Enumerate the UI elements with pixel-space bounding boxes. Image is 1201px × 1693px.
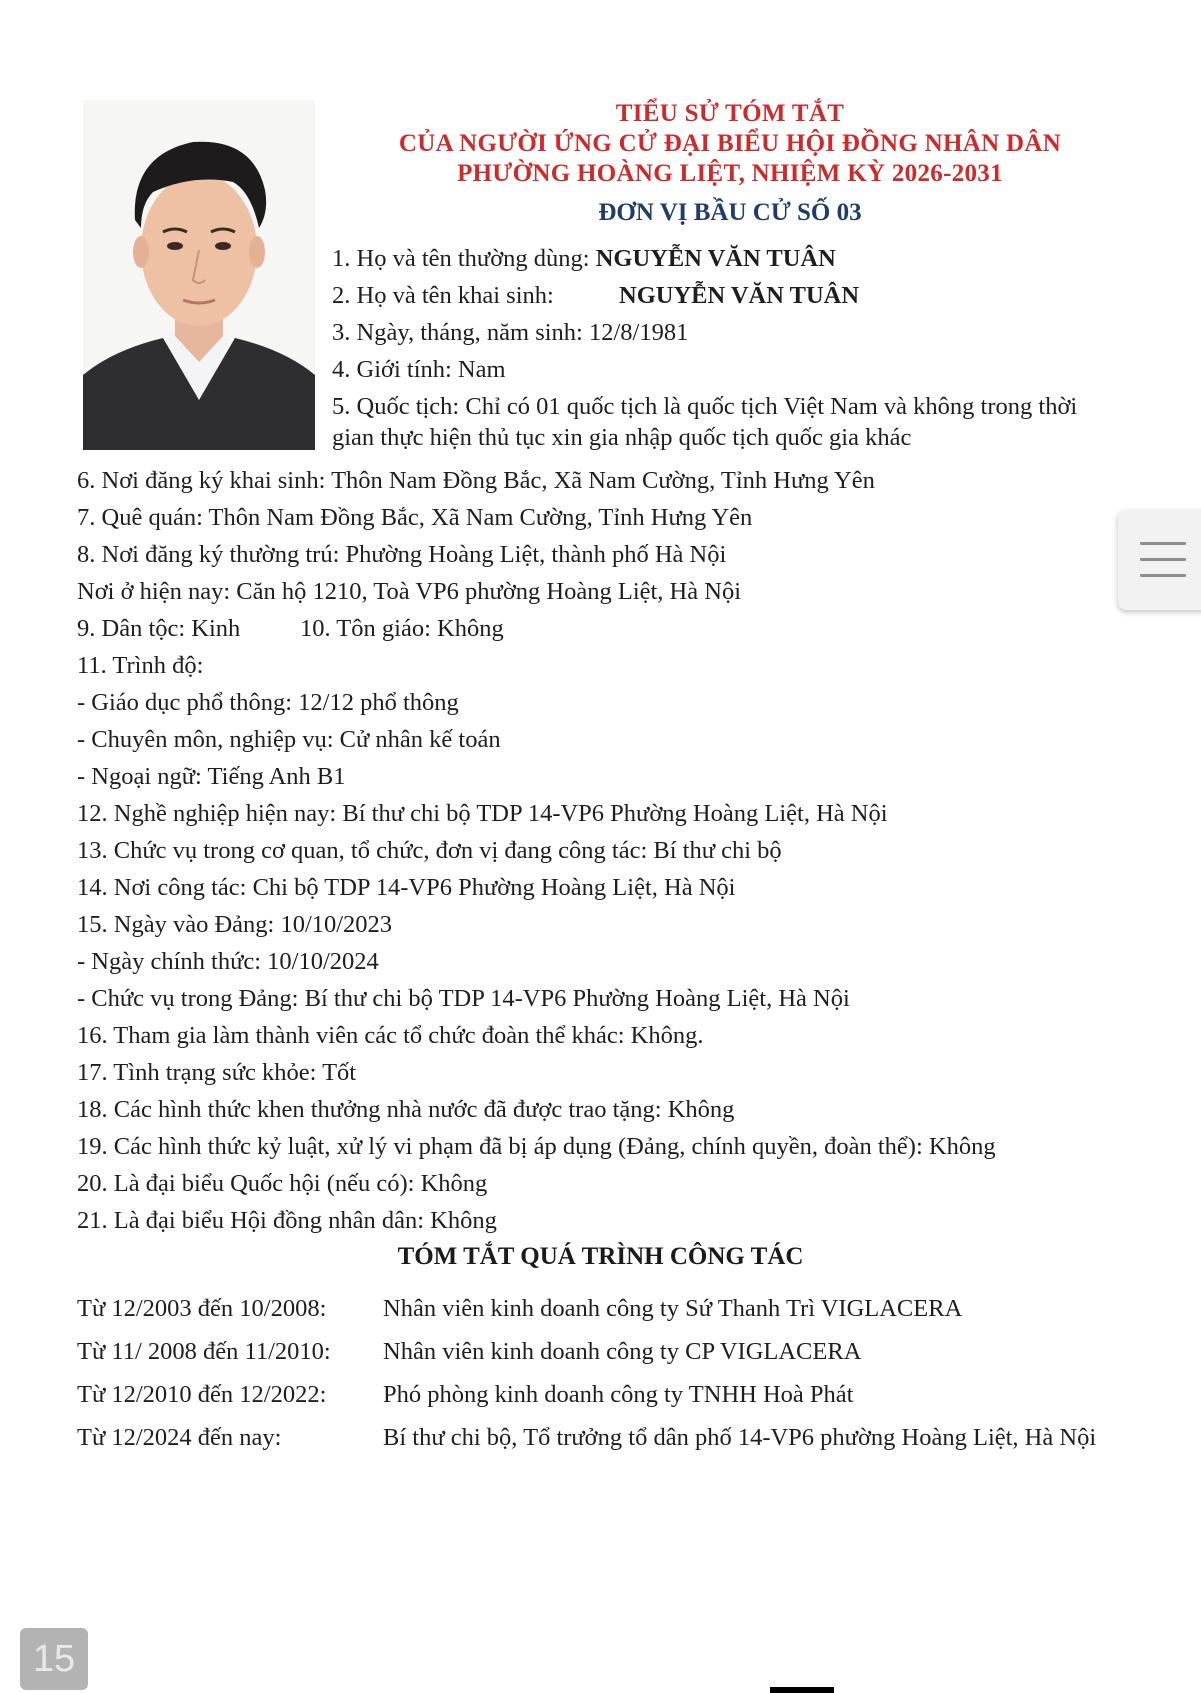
field-professional-qualification: - Chuyên môn, nghiệp vụ: Cử nhân kế toán xyxy=(77,726,501,753)
work-period: Từ 12/2024 đến nay: xyxy=(77,1424,282,1451)
field-other-organizations: 16. Tham gia làm thành viên các tổ chức đoàn thể khác: Không. xyxy=(77,1022,704,1049)
document-title: TIỂU SỬ TÓM TẮT xyxy=(615,100,845,127)
work-period: Từ 12/2010 đến 12/2022: xyxy=(77,1381,327,1408)
work-description: Bí thư chi bộ, Tổ trưởng tổ dân phố 14-VP6 phường Hoàng Liệt, Hà Nội xyxy=(383,1424,1097,1451)
field-label: 2. Họ và tên khai sinh: xyxy=(332,282,554,309)
field-peoples-council-deputy: 21. Là đại biểu Hội đồng nhân dân: Không xyxy=(77,1207,497,1234)
field-party-join-date: 15. Ngày vào Đảng: 10/10/2023 xyxy=(77,911,393,938)
document-title-line2: CỦA NGƯỜI ỨNG CỬ ĐẠI BIỂU HỘI ĐỒNG NHÂN DÂN xyxy=(398,130,1062,157)
work-description: Phó phòng kinh doanh công ty TNHH Hoà Phát xyxy=(383,1381,854,1408)
field-general-education: - Giáo dục phổ thông: 12/12 phổ thông xyxy=(77,689,459,716)
field-workplace: 14. Nơi công tác: Chi bộ TDP 14-VP6 Phường Hoàng Liệt, Hà Nội xyxy=(77,874,736,901)
field-health: 17. Tình trạng sức khỏe: Tốt xyxy=(77,1059,357,1086)
field-common-name xyxy=(332,244,836,274)
field-current-occupation: 12. Nghề nghiệp hiện nay: Bí thư chi bộ TDP 14-VP6 Phường Hoàng Liệt, Hà Nội xyxy=(77,800,888,827)
field-education: 11. Trình độ: xyxy=(77,652,204,679)
field-religion: 10. Tôn giáo: Không xyxy=(300,615,504,642)
field-hometown: 7. Quê quán: Thôn Nam Đồng Bắc, Xã Nam Cường, Tỉnh Hưng Yên xyxy=(77,504,753,531)
field-label: 1. Họ và tên thường dùng: xyxy=(332,245,590,272)
field-national-assembly-deputy: 20. Là đại biểu Quốc hội (nếu có): Không xyxy=(77,1170,488,1197)
field-birth-name xyxy=(332,281,860,311)
field-nationality: 5. Quốc tịch: Chỉ có 01 quốc tịch là quốc tịch Việt Nam và không trong thời xyxy=(332,393,1078,420)
field-ethnicity: 9. Dân tộc: Kinh xyxy=(77,615,241,642)
page-number-badge: 15 xyxy=(20,1628,88,1690)
field-value: NGUYỄN VĂN TUÂN xyxy=(595,245,836,272)
work-description: Nhân viên kinh doanh công ty CP VIGLACERA xyxy=(383,1338,862,1365)
field-permanent-residence: 8. Nơi đăng ký thường trú: Phường Hoàng Liệt, thành phố Hà Nội xyxy=(77,541,727,568)
field-birth-registration: 6. Nơi đăng ký khai sinh: Thôn Nam Đồng Bắc, Xã Nam Cường, Tỉnh Hưng Yên xyxy=(77,467,875,494)
portrait-image xyxy=(83,100,315,450)
field-foreign-language: - Ngoại ngữ: Tiếng Anh B1 xyxy=(77,763,346,790)
viewer-menu-button[interactable] xyxy=(1118,510,1201,610)
field-value: NGUYỄN VĂN TUÂN xyxy=(619,282,860,309)
bottom-bar-indicator xyxy=(770,1687,834,1693)
work-description: Nhân viên kinh doanh công ty Sứ Thanh Trì VIGLACERA xyxy=(383,1295,963,1322)
field-nationality-cont: gian thực hiện thủ tục xin gia nhập quốc tịch quốc gia khác xyxy=(332,424,912,451)
candidate-photo xyxy=(83,100,315,450)
work-history-title: TÓM TẮT QUÁ TRÌNH CÔNG TÁC xyxy=(397,1243,804,1270)
field-disciplinary: 19. Các hình thức kỷ luật, xử lý vi phạm đã bị áp dụng (Đảng, chính quyền, đoàn thể): Không xyxy=(77,1133,996,1160)
field-party-position: - Chức vụ trong Đảng: Bí thư chi bộ TDP 14-VP6 Phường Hoàng Liệt, Hà Nội xyxy=(77,985,850,1012)
field-party-official-date: - Ngày chính thức: 10/10/2024 xyxy=(77,948,379,975)
field-birth-date: 3. Ngày, tháng, năm sinh: 12/8/1981 xyxy=(332,319,689,346)
field-position: 13. Chức vụ trong cơ quan, tổ chức, đơn vị đang công tác: Bí thư chi bộ xyxy=(77,837,782,864)
work-period: Từ 12/2003 đến 10/2008: xyxy=(77,1295,327,1322)
document-title-line3: PHƯỜNG HOÀNG LIỆT, NHIỆM KỲ 2026-2031 xyxy=(457,160,1003,187)
field-gender: 4. Giới tính: Nam xyxy=(332,356,506,383)
field-awards: 18. Các hình thức khen thưởng nhà nước đã được trao tặng: Không xyxy=(77,1096,735,1123)
work-period: Từ 11/ 2008 đến 11/2010: xyxy=(77,1338,331,1365)
field-current-residence: Nơi ở hiện nay: Căn hộ 1210, Toà VP6 phường Hoàng Liệt, Hà Nội xyxy=(77,578,742,605)
electoral-unit-subtitle: ĐƠN VỊ BẦU CỬ SỐ 03 xyxy=(598,199,862,226)
